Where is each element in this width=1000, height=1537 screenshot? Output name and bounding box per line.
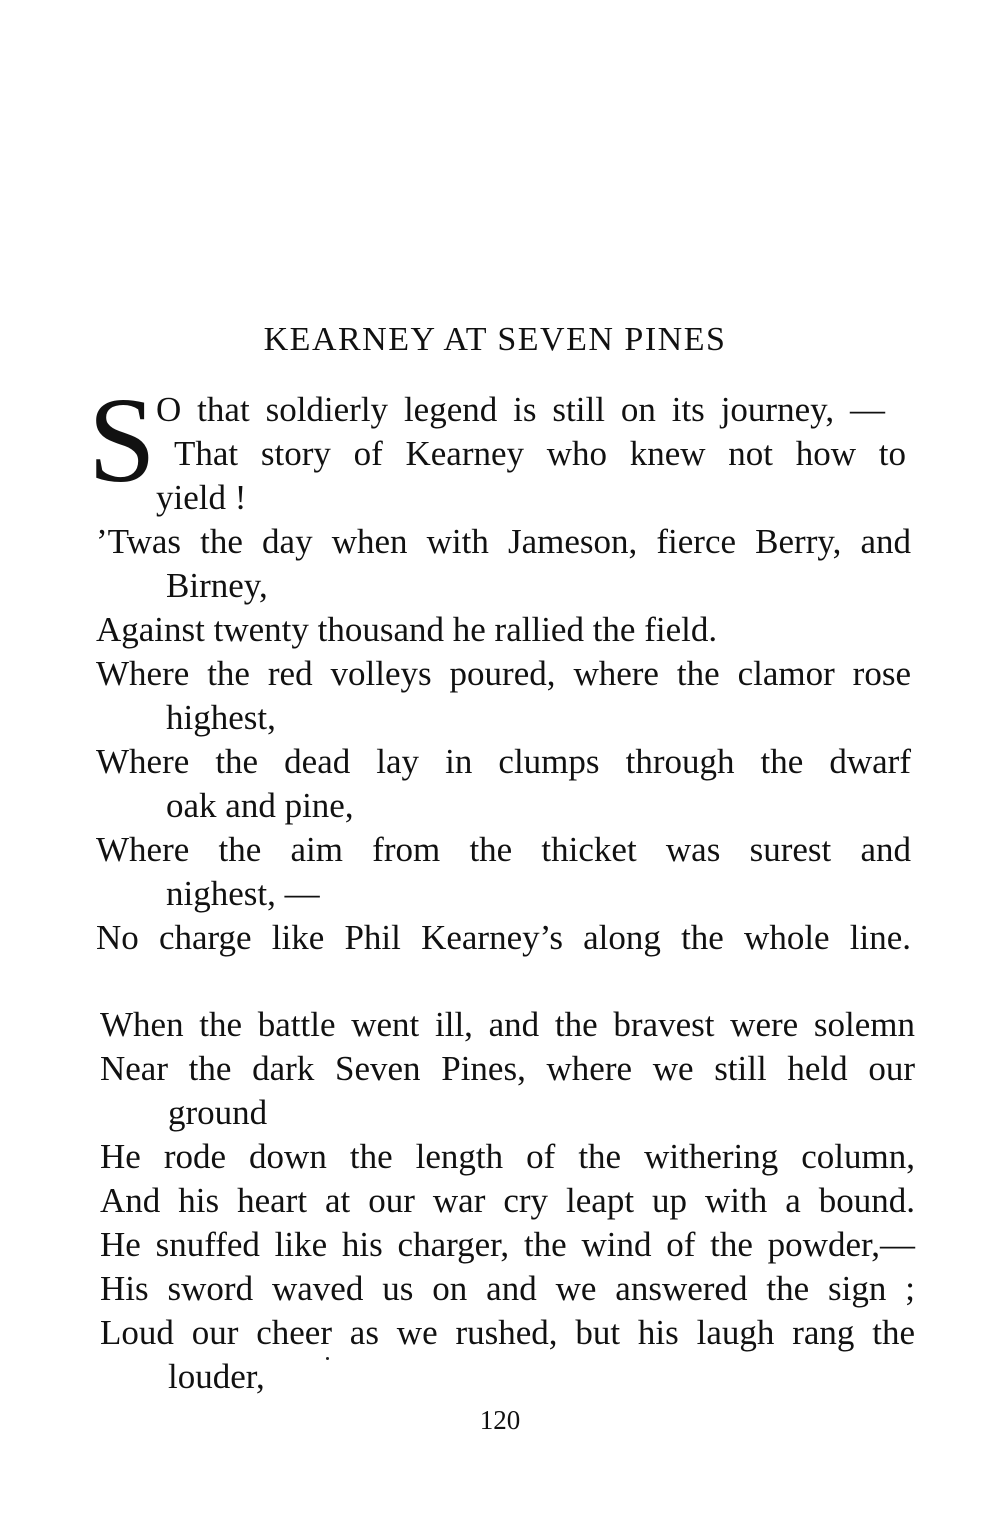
poem-line: He rode down the length of the withering column,	[100, 1137, 915, 1176]
poem-line: Near the dark Seven Pines, where we still held our	[100, 1049, 915, 1088]
poem-line: highest,	[166, 698, 276, 737]
poem-title: KEARNEY AT SEVEN PINES	[263, 321, 727, 358]
poem-line: ’Twas the day when with Jameson, fierce Berry, and	[96, 522, 911, 561]
poem-line: Where the aim from the thicket was surest and	[96, 830, 911, 869]
poem-line: O that soldierly legend is still on its journey, —	[156, 390, 885, 429]
poem-line: He snuffed like his charger, the wind of the powder,—	[100, 1225, 915, 1264]
poem-line: Where the red volleys poured, where the clamor rose	[96, 654, 911, 693]
poem-line: No charge like Phil Kearney’s along the whole line.	[96, 918, 911, 957]
poem-line: Against twenty thousand he rallied the field.	[96, 610, 718, 649]
drop-cap: S	[88, 373, 156, 508]
poem-line: That story of Kearney who knew not how to	[174, 434, 906, 473]
poem-line: Loud our cheer as we rushed, but his laugh rang the	[100, 1313, 915, 1352]
poem-line: Where the dead lay in clumps through the dwarf	[96, 742, 911, 781]
ink-speck	[326, 1357, 329, 1360]
page-number: 120	[479, 1405, 521, 1435]
poem-line: nighest, —	[166, 874, 320, 913]
poem-line: oak and pine,	[166, 786, 354, 825]
poem-line: His sword waved us on and we answered the sign ;	[100, 1269, 915, 1308]
poem-line: When the battle went ill, and the bravest were solemn	[100, 1005, 915, 1044]
poem-line: louder,	[168, 1357, 265, 1396]
poem-line: ground	[168, 1093, 268, 1132]
poem-line: And his heart at our war cry leapt up with a bound.	[100, 1181, 915, 1220]
poem-line: yield !	[156, 478, 247, 517]
poem-line: Birney,	[166, 566, 268, 605]
